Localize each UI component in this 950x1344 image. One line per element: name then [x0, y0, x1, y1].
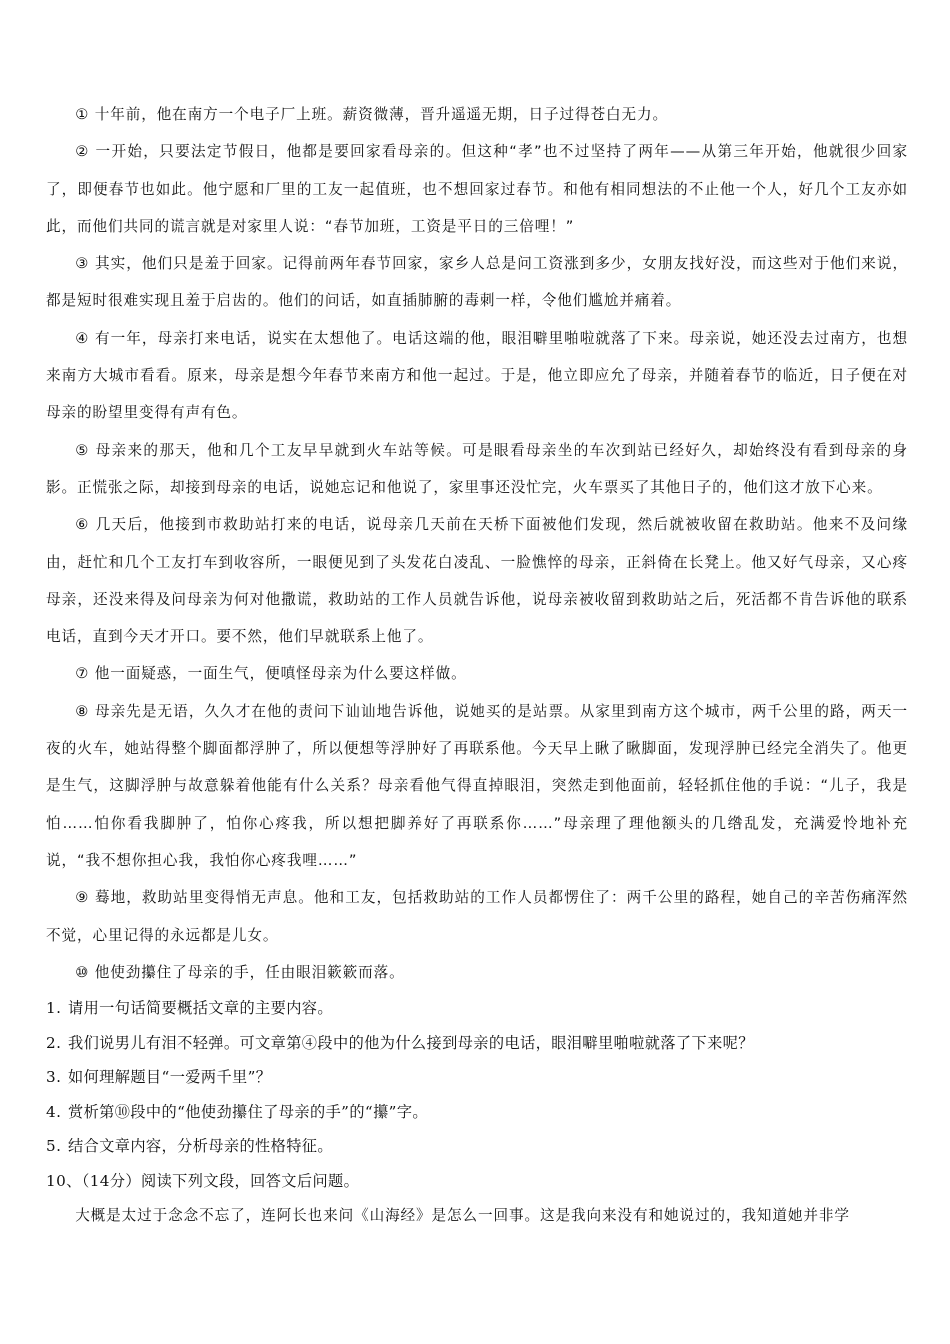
story-paragraph-4: ④ 有一年，母亲打来电话，说实在太想他了。电话这端的他，眼泪噼里啪啦就落了下来。母亲说，她还没去过南方，也想来南方大城市看看。原来，母亲是想今年春节来南方和他一起过。于是，他立即应允了母亲，并随着春节的临近，日子便在对母亲的盼望里变得有声有色。 — [46, 329, 908, 422]
question-text: 请用一句话简要概括文章的主要内容。 — [68, 999, 333, 1018]
question-number: 3. — [46, 1068, 62, 1087]
question-item — [46, 1060, 908, 1095]
question-item — [46, 1026, 908, 1061]
story-paragraph-2: ② 一开始，只要法定节假日，他都是要回家看母亲的。但这种“孝”也不过坚持了两年——从第三年开始，他就很少回家了，即便春节也如此。他宁愿和厂里的工友一起值班，也不想回家过春节。和他有相同想法的不止他一个人，好几个工友亦如此，而他们共同的谎言就是对家里人说：“春节加班，工资是平日的三倍哩！” — [46, 143, 908, 235]
question-item — [46, 991, 908, 1026]
question-text: 如何理解题目“一爱两千里”？ — [68, 1068, 272, 1087]
question-number: 5. — [46, 1137, 62, 1156]
question-list — [46, 991, 908, 1164]
question-item — [46, 1129, 908, 1164]
question-text: 赏析第⑩段中的“他使劲攥住了母亲的手”的“攥”字。 — [68, 1102, 428, 1121]
question-number: 2. — [46, 1033, 62, 1052]
section-10-excerpt: 大概是太过于念念不忘了，连阿长也来问《山海经》是怎么一回事。这是我向来没有和她说过的，我知道她并非学 — [75, 1207, 850, 1225]
question-text: 我们说男儿有泪不轻弹。可文章第④段中的他为什么接到母亲的电话，眼泪噼里啪啦就落了下来呢？ — [68, 1033, 754, 1052]
story-paragraph-6: ⑥ 几天后，他接到市救助站打来的电话，说母亲几天前在天桥下面被他们发现，然后就被收留在救助站。他来不及问缘由，赶忙和几个工友打车到收容所，一眼便见到了头发花白凌乱、一脸憔悴的母亲，正斜倚在长凳上。他又好气母亲，又心疼母亲，还没来得及问母亲为何对他撒谎，救助站的工作人员就告诉他，说母亲被收留到救助站之后，死活都不肯告诉他的联系电话，直到今天才开口。要不然，他们早就联系上他了。 — [46, 516, 908, 646]
question-text: 结合文章内容，分析母亲的性格特征。 — [68, 1137, 333, 1156]
story-paragraph-9: ⑨ 蓦地，救助站里变得悄无声息。他和工友，包括救助站的工作人员都愣住了：两千公里的路程，她自己的辛苦伤痛浑然不觉，心里记得的永远都是儿女。 — [46, 889, 908, 944]
document-page — [46, 96, 908, 1234]
story-paragraph-8: ⑧ 母亲先是无语，久久才在他的责问下讪讪地告诉他，说她买的是站票。从家里到南方这个城市，两千公里的路，两天一夜的火车，她站得整个脚面都浮肿了，所以便想等浮肿好了再联系他。今天早上瞅了瞅脚面，发现浮肿已经完全消失了。他更是生气，这脚浮肿与故意躲着他能有什么关系？母亲看他气得直掉眼泪，突然走到他面前，轻轻抓住他的手说：“儿子，我是怕……怕你看我脚肿了，怕你心疼我，所以想把脚养好了再联系你……”母亲理了理他额头的几绺乱发，充满爱怜地补充说，“我不想你担心我，我怕你心疼我哩……” — [46, 702, 908, 869]
question-number: 1. — [46, 999, 62, 1018]
question-number: 4. — [46, 1102, 62, 1121]
story-paragraph-7: ⑦ 他一面疑惑，一面生气，便嗔怪母亲为什么要这样做。 — [75, 665, 467, 683]
story-paragraph-1: ① 十年前，他在南方一个电子厂上班。薪资微薄，晋升遥遥无期，日子过得苍白无力。 — [75, 106, 668, 123]
section-10-heading: 10、（14分）阅读下列文段，回答文后问题。 — [46, 1171, 360, 1190]
question-item — [46, 1095, 908, 1130]
story-paragraph-3: ③ 其实，他们只是羞于回家。记得前两年春节回家，家乡人总是问工资涨到多少，女朋友找好没，而这些对于他们来说，都是短时很难实现且羞于启齿的。他们的问话，如直插肺腑的毒刺一样，令他们尴尬并痛着。 — [46, 255, 908, 310]
story-paragraph-10: ⑩ 他使劲攥住了母亲的手，任由眼泪簌簌而落。 — [75, 963, 405, 981]
story-paragraph-5: ⑤ 母亲来的那天，他和几个工友早早就到火车站等候。可是眼看母亲坐的车次到站已经好久，却始终没有看到母亲的身影。正慌张之际，却接到母亲的电话，说她忘记和他说了，家里事还没忙完，火车票买了其他日子的，他们这才放下心来。 — [46, 441, 908, 496]
